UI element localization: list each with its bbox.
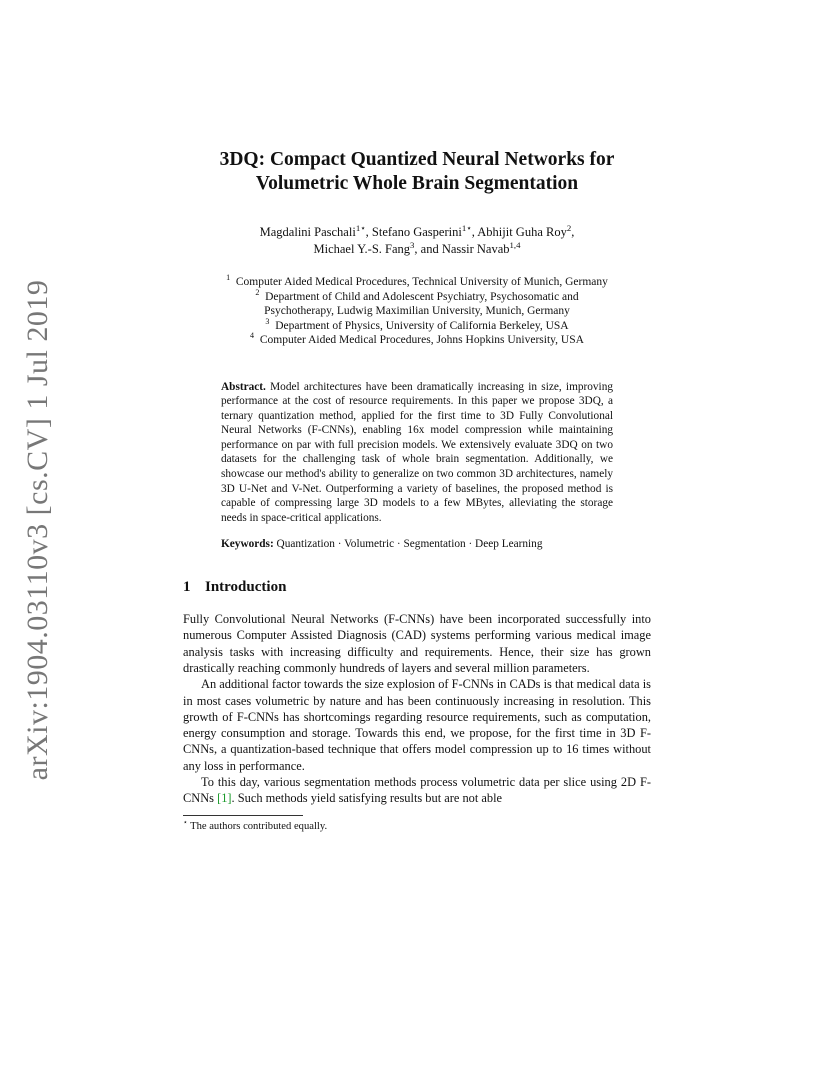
abstract <box>221 380 613 526</box>
author-name: Stefano Gasperini <box>371 225 462 239</box>
section-number: 1 <box>183 579 191 596</box>
footnote-mark: ⋆ <box>183 817 188 827</box>
author-name: Magdalini Paschali <box>259 225 356 239</box>
author-name: Abhijit Guha Roy <box>477 225 567 239</box>
author-mark: 1,4 <box>509 239 521 250</box>
paragraph: An additional factor towards the size explosion of F-CNNs in CADs is that medical data is in most cases volumetric by nature and has been continuously increasing in resolution. This growth of F-CNNs has shortcomings regarding resource requirements, such as computation, energy consumption and storage. Towards this end, we propose, for the first time in 3D F-CNNs, a quantization-based technique that offers model compression up to 16 times without any loss in performance. <box>183 677 651 773</box>
title-line-1: 3DQ: Compact Quantized Neural Networks for <box>219 149 615 170</box>
paper-title <box>183 148 651 196</box>
footnote <box>183 817 651 834</box>
author-separator: , <box>571 225 575 239</box>
author-separator-and: , and <box>414 242 442 256</box>
paragraph-text: . Such methods yield satisfying results but are not able <box>231 791 503 806</box>
introduction-body <box>183 611 651 807</box>
author-mark: 1⋆ <box>355 222 366 233</box>
footnote-text: The authors contributed equally. <box>190 820 328 832</box>
affiliation-text-continued: Psychotherapy, Ludwig Maximilian University, Munich, Germany <box>264 305 570 317</box>
section-heading <box>183 577 651 597</box>
affiliation-number: 2 <box>255 287 260 297</box>
author-mark: 3 <box>410 239 415 250</box>
title-line-2: Volumetric Whole Brain Segmentation <box>255 173 579 194</box>
affiliation <box>183 275 651 290</box>
affiliation-list <box>183 275 651 348</box>
arxiv-stamp <box>14 279 62 781</box>
author-name: Nassir Navab <box>441 242 510 256</box>
arxiv-id: arXiv:1904.03110v3 [cs.CV] 1 Jul 2019 <box>21 279 54 781</box>
keywords <box>221 537 613 552</box>
affiliation <box>183 287 651 319</box>
paragraph-text: To this day, various segmentation methods process volumetric data per slice using 2D F-CNNs <box>183 775 651 806</box>
author-mark: 2 <box>566 222 572 233</box>
paper-page <box>183 148 651 834</box>
paragraph: Fully Convolutional Neural Networks (F-CNNs) have been incorporated successfully into numerous Computer Assisted Diagnosis (CAD) systems performing various medical image analysis tasks with increasing difficulty and requirements. Hence, their size has grown drastically reaching commonly hundreds of layers and several million parameters. <box>183 612 651 675</box>
affiliation-text: Department of Child and Adolescent Psychiatry, Psychosomatic and <box>265 290 579 303</box>
author-separator: , <box>365 225 372 239</box>
keywords-label: Keywords: <box>221 538 274 551</box>
abstract-text: Model architectures have been dramatically increasing in size, improving performance at the cost of resource requirements. In this paper we propose 3DQ, a ternary quantization method, applied for the first time to 3D Fully Convolutional Neural Networks (F-CNNs), enabling 16x model compression while maintaining performance on par with full precision models. We extensively evaluate 3DQ on two datasets for the challenging task of whole brain segmentation. Additionally, we showcase our method's ability to generalize on two common 3D architectures, namely 3D U-Net and V-Net. Outperforming a variety of baselines, the proposed method is capable of compressing large 3D models to a few MBytes, alleviating the storage needs in space-critical applications. <box>221 380 613 524</box>
affiliation-number: 3 <box>265 316 270 326</box>
affiliation-text: Computer Aided Medical Procedures, Johns Hopkins University, USA <box>259 334 584 346</box>
affiliation-text: Computer Aided Medical Procedures, Technical University of Munich, Germany <box>235 276 608 288</box>
paragraph <box>183 774 651 807</box>
abstract-label: Abstract. <box>221 380 266 393</box>
author-mark: 1⋆ <box>461 222 472 233</box>
affiliation-number: 4 <box>250 331 255 341</box>
footnote-divider <box>183 815 303 816</box>
affiliation-text: Department of Physics, University of California Berkeley, USA <box>275 319 569 332</box>
affiliation <box>183 333 651 348</box>
citation-link[interactable]: [1] <box>217 791 232 806</box>
affiliation-number: 1 <box>226 273 231 283</box>
author-separator: , <box>471 225 478 239</box>
keywords-text: Quantization · Volumetric · Segmentation · Deep Learning <box>276 538 543 551</box>
author-name: Michael Y.-S. Fang <box>313 242 411 256</box>
author-list <box>183 224 651 258</box>
section-title: Introduction <box>205 579 287 596</box>
